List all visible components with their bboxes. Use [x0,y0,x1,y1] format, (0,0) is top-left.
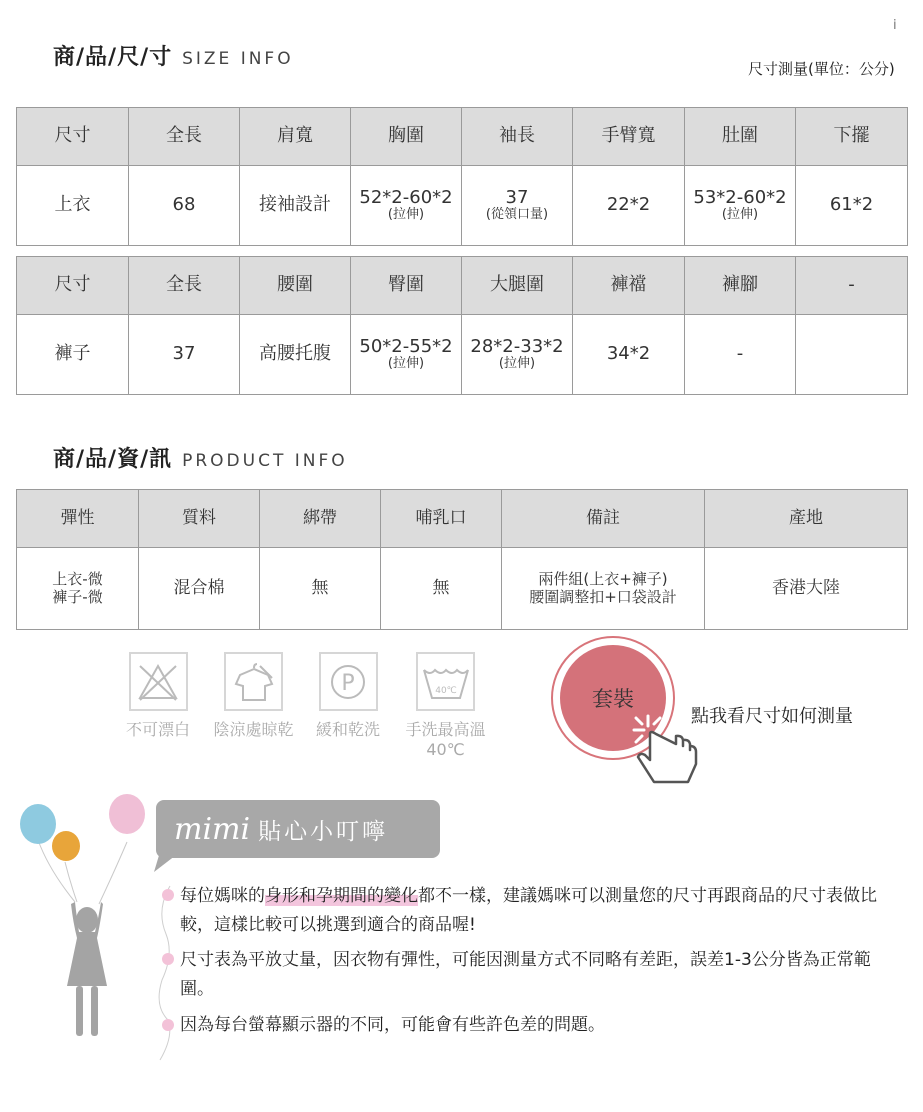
cell-note: (從領口量) [485,207,549,223]
cell-value: 接袖設計 [259,194,331,216]
header-cell: 肚圍 [685,108,796,166]
table-cell [129,166,240,246]
wash-temp-badge: 40℃ [434,685,457,696]
balloon-blue [20,804,56,844]
header-cell: 下擺 [796,108,908,166]
product-section-title: 商/品/資/訊 [53,447,173,472]
table-cell [260,548,381,630]
cell-value: 上衣 [54,194,91,216]
header-cell: 彈性 [17,490,139,548]
vine-decoration [150,880,180,1065]
table-cell [17,315,129,395]
header-cell: 產地 [705,490,908,548]
table-header-row [17,108,908,166]
cell-value: 無 [311,577,329,598]
stray-mark: i [893,18,897,33]
care-shade-dry [206,652,301,740]
header-cell: 肩寬 [240,108,351,166]
table-cell [381,548,502,630]
tip-text: 尺寸表為平放丈量，因衣物有彈性，可能因測量方式不同略有差距，誤差1-3公分皆為正常範圍。 [180,950,871,999]
cell-value: 37 [505,186,529,208]
table-cell [705,548,908,630]
header-cell: 備註 [502,490,705,548]
string-lines [38,840,127,904]
top-size-table [16,107,908,246]
svg-text:P: P [341,670,355,696]
cell-value: 68 [172,194,196,216]
cell-value: 37 [172,343,196,365]
table-cell [685,166,796,246]
cell-value: 50*2-55*2 [359,335,453,357]
cell-note: (拉伸) [387,356,425,372]
tip-text: 每位媽咪的 [180,886,265,906]
table-cell [240,315,351,395]
table-row [17,548,908,630]
table-header-row [17,257,908,315]
cell-value: 香港大陸 [772,577,840,598]
header-cell: 尺寸 [17,108,129,166]
size-section-heading [53,40,294,71]
table-cell [351,166,462,246]
product-info-table [16,489,908,630]
pants-size-table [16,256,908,395]
cell-value: 28*2-33*2 [470,335,564,357]
table-cell [139,548,260,630]
table-cell [796,315,908,395]
balloon-pink [109,794,145,834]
tips-title: 貼心小叮嚀 [258,818,389,845]
header-cell: 褲襠 [573,257,685,315]
table-cell [502,548,705,630]
tip-text: 都不一樣，建議媽咪可以測量您的尺寸再跟商品的尺寸表做比較，這樣比較可以挑選到適合的商品喔! [180,886,877,935]
header-cell: 腰圍 [240,257,351,315]
bullet-dot [162,889,174,901]
care-label: 不可漂白 [125,720,190,739]
cell-value: 高腰托腹 [259,343,331,365]
header-cell: 全長 [129,257,240,315]
header-cell: 手臂寬 [573,108,685,166]
table-cell [17,548,139,630]
balloon-girl-illustration [15,790,160,1065]
cell-value: 61*2 [829,194,874,216]
table-cell [462,315,573,395]
shade-dry-icon [224,652,283,711]
speech-tail-icon [150,852,180,874]
table-cell [17,166,129,246]
cell-line: 兩件組(上衣+褲子) [538,570,668,589]
cell-note: (拉伸) [387,207,425,223]
cell-value: 52*2-60*2 [359,186,453,208]
table-cell [685,315,796,395]
care-label: 手洗最高溫 [405,720,486,739]
header-cell: 褲腳 [685,257,796,315]
table-cell [573,315,685,395]
bullet-dot [162,953,174,965]
header-cell: 大腿圍 [462,257,573,315]
cell-value: 22*2 [606,194,651,216]
header-cell: 尺寸 [17,257,129,315]
balloon-orange [52,831,80,861]
set-badge-label: 套裝 [592,687,634,711]
care-label-line2: 40℃ [426,740,465,759]
tip-highlight: 身形和孕期間的變化 [265,886,418,906]
tip-item-2 [180,946,892,1004]
tips-banner [156,800,440,858]
brand-name: mimi [174,811,251,847]
header-cell: 全長 [129,108,240,166]
cell-value: 混合棉 [173,577,225,598]
girl-silhouette [67,902,107,1036]
cell-value: 53*2-60*2 [693,186,787,208]
dry-clean-p-icon [319,652,378,711]
measure-guide-link[interactable]: 點我看尺寸如何測量 [691,706,853,727]
cell-value: 34*2 [606,343,651,365]
product-section-heading [53,442,348,473]
cell-note: (拉伸) [498,356,536,372]
cell-note: (拉伸) [721,207,759,223]
header-cell: - [796,257,908,315]
header-cell: 質料 [139,490,260,548]
tip-item-3 [180,1011,892,1040]
product-section-subtitle: PRODUCT INFO [182,451,348,471]
table-cell [129,315,240,395]
cell-line: 腰圍調整扣+口袋設計 [529,587,677,606]
care-dry-clean [308,652,388,740]
cell-value: 無 [432,577,450,598]
tip-text: 因為每台螢幕顯示器的不同，可能會有些許色差的問題。 [180,1015,605,1035]
table-header-row [17,490,908,548]
cell-value: 褲子 [54,343,91,365]
bullet-dot [162,1019,174,1031]
table-cell [351,315,462,395]
hand-wash-40-icon [416,652,475,711]
table-row [17,166,908,246]
table-cell [240,166,351,246]
unit-note: 尺寸測量(單位：公分) [748,60,895,78]
cell-line: 上衣-微 [52,570,103,589]
header-cell: 哺乳口 [381,490,502,548]
cell-value: - [736,343,744,365]
size-section-title: 商/品/尺/寸 [53,45,173,70]
table-row [17,315,908,395]
table-cell [796,166,908,246]
care-hand-wash [398,652,493,759]
care-no-bleach [118,652,198,740]
care-label: 緩和乾洗 [315,720,380,739]
size-section-subtitle: SIZE INFO [182,49,294,69]
header-cell: 綁帶 [260,490,381,548]
header-cell: 臀圍 [351,257,462,315]
table-cell [573,166,685,246]
care-label: 陰涼處晾乾 [213,720,294,739]
header-cell: 袖長 [462,108,573,166]
tip-item-1 [180,882,892,940]
table-cell [462,166,573,246]
cell-line: 褲子-微 [52,587,103,606]
header-cell: 胸圍 [351,108,462,166]
no-bleach-icon [129,652,188,711]
